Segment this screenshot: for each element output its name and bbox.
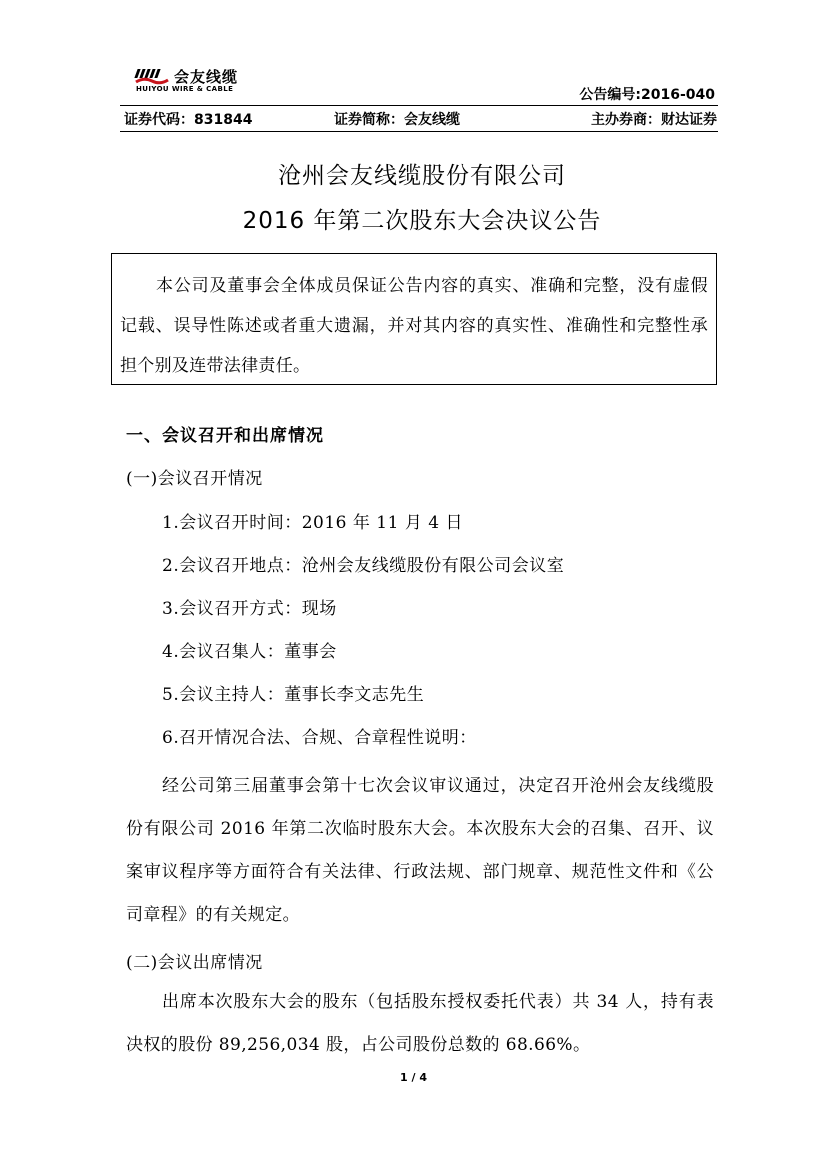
- logo-mark-icon: [134, 68, 170, 86]
- legality-paragraph: 经公司第三届董事会第十七次会议审议通过，决定召开沧州会友线缆股份有限公司 2016 年第二次临时股东大会。本次股东大会的召集、召开、议案审议程序等方面符合有关法律、行政法规、部门规章、规范性文件和《公司章程》的有关规定。: [126, 776, 714, 925]
- statement-box: [111, 253, 717, 385]
- sponsor-broker: 主办券商：财达证券: [591, 112, 717, 128]
- page-number: 1 / 4: [400, 1071, 427, 1084]
- header-rule-top: [120, 105, 718, 106]
- list-item: 3.会议召开方式：现场: [162, 599, 337, 619]
- announcement-number: 公告编号:2016-040: [579, 87, 715, 103]
- section-heading: 一、会议召开和出席情况: [126, 426, 324, 446]
- company-logo: [134, 66, 284, 96]
- list-item: 6.召开情况合法、合规、合章程性说明：: [162, 728, 477, 748]
- stock-code: 证券代码：831844: [124, 112, 253, 128]
- company-title: 沧州会友线缆股份有限公司: [278, 163, 566, 189]
- attendance-paragraph: 出席本次股东大会的股东（包括股东授权委托代表）共 34 人，持有表决权的股份 89,256,034 股，占公司股份总数的 68.66%。: [126, 992, 714, 1055]
- stock-abbreviation: 证券简称：会友线缆: [334, 112, 460, 128]
- announcement-title: 2016 年第二次股东大会决议公告: [242, 208, 602, 234]
- logo-chinese-name: 会友线缆: [174, 68, 239, 86]
- subsection-heading-1: (一)会议召开情况: [126, 469, 263, 489]
- list-item: 2.会议召开地点：沧州会友线缆股份有限公司会议室: [162, 556, 565, 576]
- subsection-heading-2: (二)会议出席情况: [126, 953, 263, 973]
- logo-english-name: HUIYOU WIRE & CABLE: [136, 85, 234, 93]
- list-item: 5.会议主持人：董事长李文志先生: [162, 685, 425, 705]
- header-rule-bottom: [120, 131, 718, 132]
- statement-text: 本公司及董事会全体成员保证公告内容的真实、准确和完整，没有虚假记载、误导性陈述或者重大遗漏，并对其内容的真实性、准确性和完整性承担个别及连带法律责任。: [120, 276, 708, 376]
- list-item: 1.会议召开时间：2016 年 11 月 4 日: [162, 513, 463, 533]
- list-item: 4.会议召集人：董事会: [162, 642, 337, 662]
